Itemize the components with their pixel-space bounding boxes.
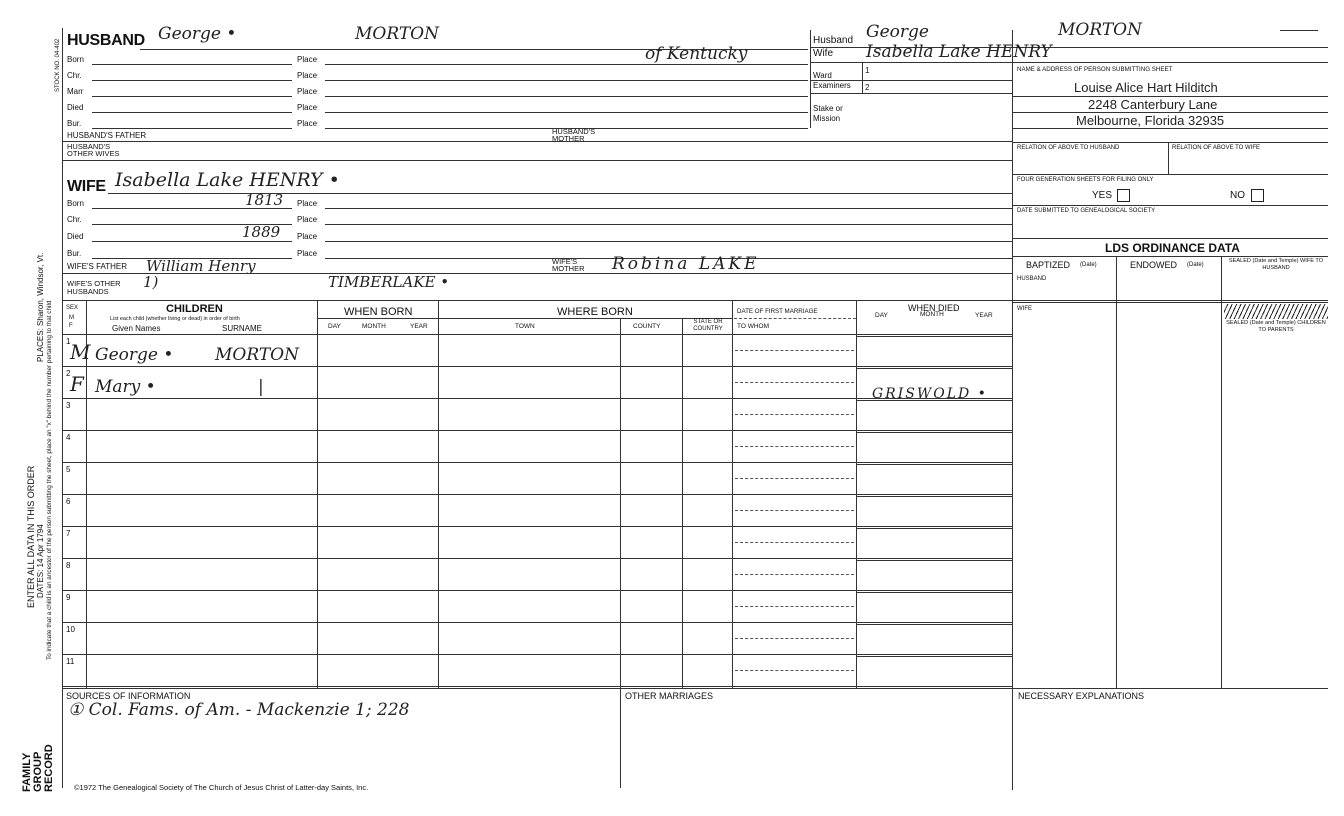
wife-died-year: 1889 bbox=[242, 223, 281, 241]
child-given-name: Mary • bbox=[95, 377, 156, 397]
husband-surname: MORTON bbox=[355, 24, 439, 44]
born-year-label: YEAR bbox=[410, 323, 428, 330]
other-marriages-label: OTHER MARRIAGES bbox=[625, 691, 714, 701]
husband-marr-place-label: Place bbox=[297, 87, 318, 96]
endowed-label: ENDOWED bbox=[1130, 260, 1177, 270]
sex-mf-label: M F bbox=[69, 315, 74, 329]
husbands-other-wives-label: HUSBAND'S OTHER WIVES bbox=[67, 142, 120, 158]
sealed-children-label: SEALED (Date and Temple) CHILDREN TO PARENTS bbox=[1226, 320, 1326, 333]
child-number: 5 bbox=[66, 465, 71, 474]
lds-wife-label: WIFE bbox=[1017, 306, 1032, 312]
wife-label: WIFE bbox=[67, 178, 106, 195]
wife-name: Isabella Lake HENRY • bbox=[115, 169, 340, 191]
wife-bur-place-label: Place bbox=[297, 249, 318, 258]
yes-label: YES bbox=[1092, 190, 1113, 201]
husband-born-place-label: Place bbox=[297, 55, 318, 64]
child-number: 8 bbox=[66, 561, 71, 570]
copyright: ©1972 The Genealogical Society of The Church of Jesus Christ of Latter-day Saints, Inc. bbox=[74, 783, 369, 792]
wife-born-label: Born bbox=[67, 199, 84, 208]
town-label: TOWN bbox=[515, 323, 535, 330]
no-label: NO bbox=[1230, 190, 1245, 201]
child-surname: MORTON bbox=[215, 345, 299, 365]
when-died-label: WHEN DIED bbox=[908, 303, 960, 313]
submitter-street: 2248 Canterbury Lane bbox=[1088, 97, 1218, 112]
child-number: 9 bbox=[66, 593, 71, 602]
husbands-father-label: HUSBAND'S FATHER bbox=[67, 131, 147, 140]
date-submitted-label: DATE SUBMITTED TO GENEALOGICAL SOCIETY bbox=[1017, 208, 1156, 214]
baptized-date-label: (Date) bbox=[1080, 262, 1097, 268]
husband-died-place-label: Place bbox=[297, 103, 318, 112]
relation-husband-label: RELATION OF ABOVE TO HUSBAND bbox=[1017, 145, 1120, 151]
wifes-father-label: WIFE'S FATHER bbox=[67, 262, 128, 271]
child-sex: M bbox=[70, 340, 91, 364]
top-wife-label: Wife bbox=[813, 48, 833, 59]
submitter-name: Louise Alice Hart Hilditch bbox=[1074, 80, 1218, 95]
wife-died-label: Died bbox=[67, 232, 84, 241]
husband-place-note: of Kentucky bbox=[645, 44, 748, 64]
husband-died-label: Died bbox=[67, 103, 84, 112]
first-marriage-label: DATE OF FIRST MARRIAGE bbox=[737, 308, 818, 315]
born-month-label: MONTH bbox=[362, 323, 386, 330]
born-day-label: DAY bbox=[328, 323, 341, 330]
wife-born-year: 1813 bbox=[245, 191, 284, 209]
sex-label: SEX bbox=[66, 305, 79, 311]
died-day-label: DAY bbox=[875, 312, 888, 319]
where-born-label: WHERE BORN bbox=[557, 306, 633, 318]
county-label: COUNTY bbox=[633, 323, 661, 330]
top-wife-name: Isabella Lake HENRY bbox=[866, 42, 1052, 62]
wifes-mother: Robina LAKE bbox=[612, 254, 760, 274]
child-number: 11 bbox=[66, 657, 75, 666]
child-surname: | bbox=[258, 377, 264, 397]
ward-value-1: 1 bbox=[865, 66, 870, 75]
husband-label: HUSBAND bbox=[67, 32, 145, 49]
husband-bur-label: Bur. bbox=[67, 119, 82, 128]
lds-husband-label: HUSBAND bbox=[1017, 276, 1047, 282]
child-note: To indicate that a child is an ancestor of the person submitting the sheet, place an "x" behind the number pertaining to that child bbox=[46, 300, 53, 660]
sources-text: ① Col. Fams. of Am. - Mackenzie 1; 228 bbox=[68, 700, 410, 720]
wife-born-place-label: Place bbox=[297, 199, 318, 208]
sealed-wife-label: SEALED (Date and Temple) WIFE TO HUSBAND bbox=[1228, 258, 1324, 271]
child-spouse: GRISWOLD • bbox=[872, 386, 988, 402]
husband-chr-place-label: Place bbox=[297, 71, 318, 80]
wifes-father: William Henry bbox=[146, 257, 256, 275]
child-number: 2 bbox=[66, 369, 71, 378]
child-given-name: George • bbox=[95, 345, 174, 365]
hatch-area bbox=[1224, 304, 1328, 319]
submitter-city: Melbourne, Florida 32935 bbox=[1076, 113, 1225, 128]
died-month-label: MONTH bbox=[920, 311, 944, 318]
child-number: 6 bbox=[66, 497, 71, 506]
wifes-mother-label: WIFE'S MOTHER bbox=[552, 257, 585, 273]
children-sub-label: List each child (whether living or dead) in order of birth bbox=[110, 316, 240, 322]
left-note: ENTER ALL DATA IN THIS ORDER bbox=[26, 465, 36, 608]
top-husband-given: George bbox=[866, 22, 929, 42]
wife-died-place-label: Place bbox=[297, 232, 318, 241]
husband-bur-place-label: Place bbox=[297, 119, 318, 128]
endowed-date-label: (Date) bbox=[1187, 262, 1204, 268]
child-number: 3 bbox=[66, 401, 71, 410]
surname-label: SURNAME bbox=[222, 324, 263, 333]
sources-label: SOURCES OF INFORMATION bbox=[66, 691, 191, 701]
child-sex: F bbox=[70, 372, 84, 396]
husband-chr-label: Chr. bbox=[67, 71, 82, 80]
died-year-label: YEAR bbox=[975, 312, 993, 319]
wifes-other-husbands-label: WIFE'S OTHER HUSBANDS bbox=[67, 279, 121, 296]
child-number: 4 bbox=[66, 433, 71, 442]
child-number: 7 bbox=[66, 529, 71, 538]
lds-title: LDS ORDINANCE DATA bbox=[1105, 241, 1240, 255]
necessary-explanations-label: NECESSARY EXPLANATIONS bbox=[1018, 691, 1145, 701]
ward-value-2: 2 bbox=[865, 83, 870, 92]
wifes-other-husband-num: 1) bbox=[143, 273, 159, 291]
yes-checkbox[interactable] bbox=[1117, 189, 1130, 202]
relation-wife-label: RELATION OF ABOVE TO WIFE bbox=[1172, 145, 1261, 151]
husband-given-name: George • bbox=[158, 24, 237, 44]
husband-born-label: Born bbox=[67, 55, 84, 64]
top-husband-label: Husband bbox=[813, 35, 854, 46]
children-label: CHILDREN bbox=[166, 303, 223, 315]
dates-note: DATES: 14 Apr 1794 bbox=[36, 524, 45, 598]
wife-chr-label: Chr. bbox=[67, 215, 82, 224]
baptized-label: BAPTIZED bbox=[1026, 260, 1071, 270]
top-husband-surname: MORTON bbox=[1058, 20, 1142, 40]
form-number: STOCK NO. 04-402 bbox=[55, 38, 61, 92]
wifes-other-husband: TIMBERLAKE • bbox=[328, 273, 450, 291]
submitter-header: NAME & ADDRESS OF PERSON SUBMITTING SHEET bbox=[1017, 66, 1173, 73]
husband-marr-label: Marr bbox=[67, 87, 84, 96]
stake-label: Stake or Mission bbox=[813, 104, 843, 123]
given-names-label: Given Names bbox=[112, 324, 161, 333]
wife-bur-label: Bur. bbox=[67, 249, 82, 258]
to-whom-label: TO WHOM bbox=[737, 323, 770, 330]
husbands-mother-label: HUSBAND'S MOTHER bbox=[552, 127, 596, 143]
wife-chr-place-label: Place bbox=[297, 215, 318, 224]
ward-label: Ward bbox=[813, 71, 832, 80]
examiners-label: Examiners bbox=[813, 81, 851, 90]
child-number: 10 bbox=[66, 625, 75, 634]
when-born-label: WHEN BORN bbox=[344, 306, 413, 318]
no-checkbox[interactable] bbox=[1251, 189, 1264, 202]
places-note: PLACES: Sharon, Windsor, Vt. bbox=[36, 252, 45, 362]
state-label: STATE OR COUNTRY bbox=[693, 319, 723, 332]
child-number: 1 bbox=[66, 337, 71, 346]
four-gen-label: FOUR GENERATION SHEETS FOR FILING ONLY bbox=[1017, 177, 1154, 183]
side-title: FAMILY GROUP RECORD bbox=[21, 744, 55, 792]
